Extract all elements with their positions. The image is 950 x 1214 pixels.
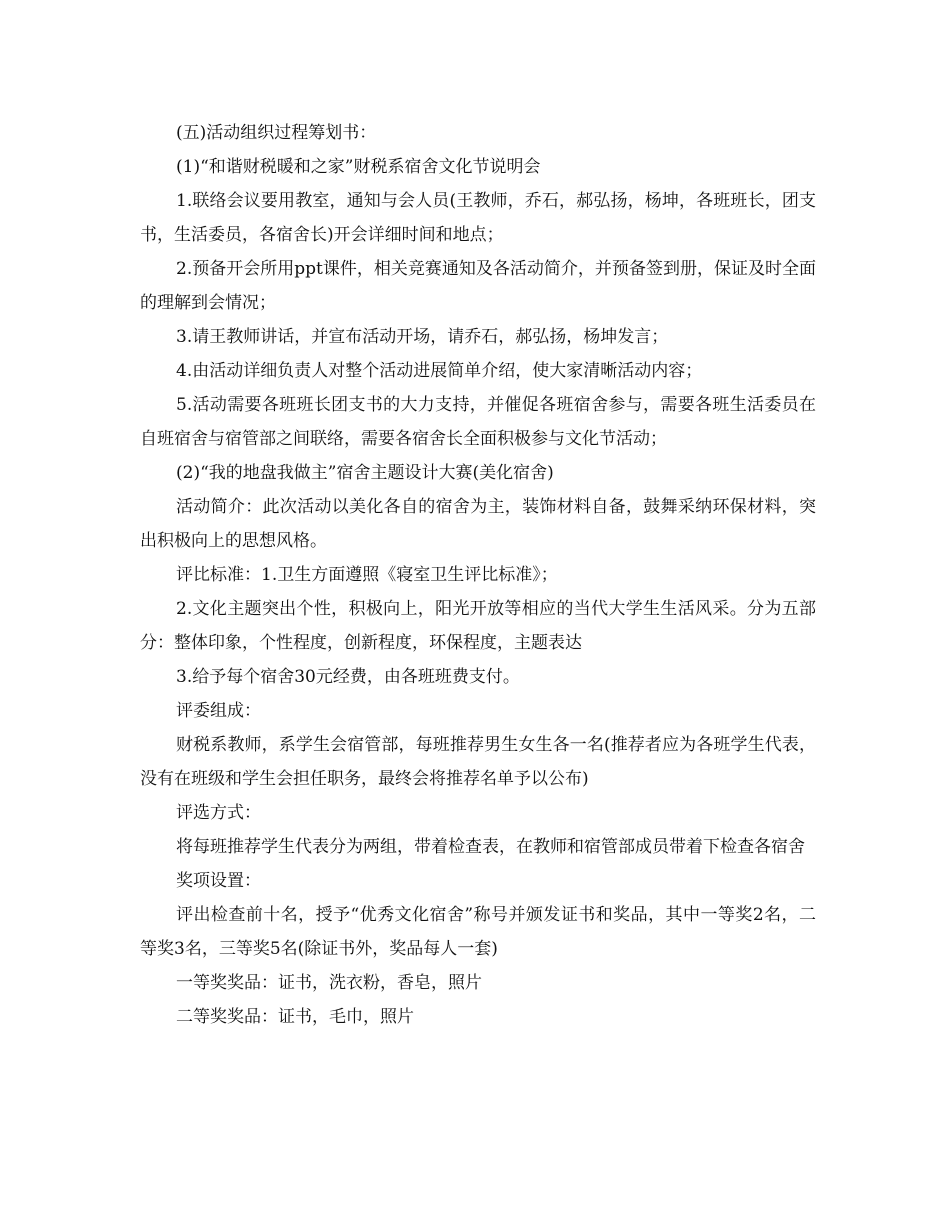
- paragraph: 3.给予每个宿舍30元经费，由各班班费支付。: [176, 667, 520, 687]
- paragraph: 2.文化主题突出个性，积极向上，阳光开放等相应的当代大学生生活风采。分为五部分：整体印象，个性程度，创新程度，环保程度，主题表达: [140, 599, 816, 653]
- paragraph: 评比标准：1.卫生方面遵照《寝室卫生评比标准》；: [176, 565, 558, 585]
- paragraph-label: 评选方式：: [176, 803, 261, 823]
- paragraph: 一等奖奖品：证书，洗衣粉，香皂，照片: [176, 973, 482, 993]
- section-heading: (五)活动组织过程筹划书：: [176, 123, 377, 143]
- subsection-heading: (1)“和谐财税暖和之家”财税系宿舍文化节说明会: [176, 157, 541, 177]
- paragraph: 5.活动需要各班班长团支书的大力支持，并催促各班宿舍参与，需要各班生活委员在自班宿舍与宿管部之间联络，需要各宿舍长全面积极参与文化节活动；: [140, 395, 816, 449]
- paragraph: 2.预备开会所用ppt课件，相关竞赛通知及各活动简介，并预备签到册，保证及时全面的理解到会情况；: [140, 259, 816, 313]
- paragraph: 财税系教师，系学生会宿管部，每班推荐男生女生各一名(推荐者应为各班学生代表，没有在班级和学生会担任职务，最终会将推荐名单予以公布): [140, 735, 816, 789]
- paragraph: 将每班推荐学生代表分为两组，带着检查表，在教师和宿管部成员带着下检查各宿舍: [176, 837, 805, 857]
- paragraph: 4.由活动详细负责人对整个活动进展简单介绍，使大家清晰活动内容；: [176, 361, 703, 381]
- paragraph-label: 评委组成：: [176, 701, 261, 721]
- paragraph: 活动简介：此次活动以美化各自的宿舍为主，装饰材料自备，鼓舞采纳环保材料，突出积极向上的思想风格。: [140, 497, 816, 551]
- document-body: [140, 116, 816, 1034]
- paragraph: 1.联络会议要用教室，通知与会人员(王教师，乔石，郝弘扬，杨坤，各班班长，团支书，生活委员，各宿舍长)开会详细时间和地点；: [140, 191, 816, 245]
- paragraph-label: 奖项设置：: [176, 871, 261, 891]
- subsection-heading: (2)“我的地盘我做主”宿舍主题设计大赛(美化宿舍): [176, 463, 554, 483]
- paragraph: 3.请王教师讲话，并宣布活动开场，请乔石，郝弘扬，杨坤发言；: [176, 327, 669, 347]
- paragraph: 二等奖奖品：证书，毛巾，照片: [176, 1007, 414, 1027]
- paragraph: 评出检查前十名，授予“优秀文化宿舍”称号并颁发证书和奖品，其中一等奖2名，二等奖3名，三等奖5名(除证书外，奖品每人一套): [140, 905, 816, 959]
